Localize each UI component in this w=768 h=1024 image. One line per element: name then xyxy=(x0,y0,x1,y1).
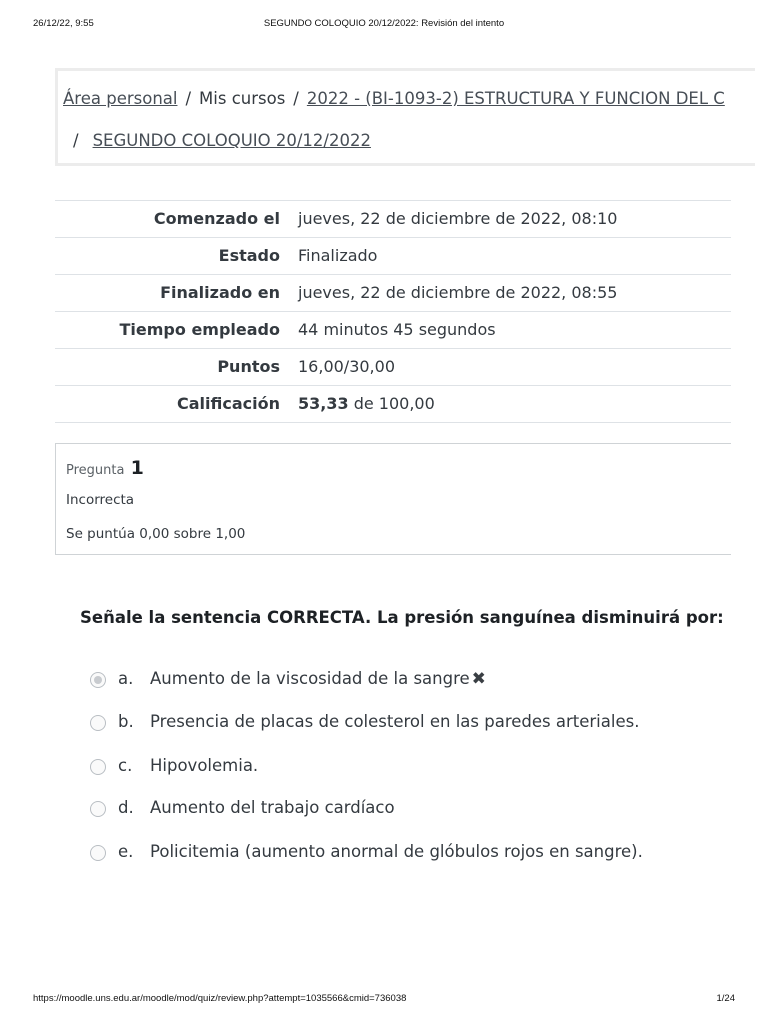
grade-suffix: de 100,00 xyxy=(353,394,435,413)
print-url: https://moodle.uns.edu.ar/moodle/mod/quiz/review.php?attempt=1035566&cmid=736038 xyxy=(33,993,407,1004)
summary-label: Estado xyxy=(55,238,292,275)
question-label: Pregunta xyxy=(66,463,125,478)
breadcrumb-link-course[interactable]: 2022 - (BI-1093-2) ESTRUCTURA Y FUNCION DEL C xyxy=(306,89,725,108)
summary-label: Finalizado en xyxy=(55,275,292,312)
answer-text: Aumento del trabajo cardíaco xyxy=(150,798,395,817)
breadcrumb-item-mis-cursos: Mis cursos xyxy=(199,89,286,108)
breadcrumb xyxy=(55,68,755,166)
print-footer xyxy=(33,993,735,1007)
answer-letter: c. xyxy=(118,756,133,775)
answer-text: Policitemia (aumento anormal de glóbulos rojos en sangre). xyxy=(150,842,643,861)
radio-icon[interactable] xyxy=(90,759,106,775)
question-number-value: 1 xyxy=(130,457,144,479)
print-page-number: 1/24 xyxy=(716,993,735,1004)
summary-row xyxy=(55,349,731,386)
breadcrumb-separator: / xyxy=(185,89,192,108)
summary-row xyxy=(55,312,731,349)
answer-text: Presencia de placas de colesterol en las paredes arteriales. xyxy=(150,712,640,731)
grade-label: Calificación xyxy=(55,386,292,423)
summary-value: jueves, 22 de diciembre de 2022, 08:55 xyxy=(292,275,731,312)
summary-value: jueves, 22 de diciembre de 2022, 08:10 xyxy=(292,201,731,238)
summary-row-grade xyxy=(55,386,731,423)
answer-letter: e. xyxy=(118,842,134,861)
answer-letter: d. xyxy=(118,798,134,817)
print-date: 26/12/22, 9:55 xyxy=(33,18,94,29)
question-info xyxy=(55,443,731,555)
incorrect-icon: ✖ xyxy=(471,669,486,689)
summary-value: Finalizado xyxy=(292,238,731,275)
summary-value: 44 minutos 45 segundos xyxy=(292,312,731,349)
radio-icon[interactable] xyxy=(90,845,106,861)
summary-row xyxy=(55,275,731,312)
attempt-summary-table xyxy=(55,200,731,423)
answer-letter: b. xyxy=(118,712,134,731)
answer-text: Aumento de la viscosidad de la sangre ✖ xyxy=(150,669,486,689)
summary-label: Comenzado el xyxy=(55,201,292,238)
radio-selected-icon[interactable] xyxy=(90,672,106,688)
question-text: Señale la sentencia CORRECTA. La presión sanguínea disminuirá por: xyxy=(80,608,724,627)
grade-value xyxy=(292,386,731,423)
grade-score: 53,33 xyxy=(298,394,349,413)
print-page-title: SEGUNDO COLOQUIO 20/12/2022: Revisión del intento xyxy=(263,18,505,29)
summary-row xyxy=(55,238,731,275)
summary-label: Puntos xyxy=(55,349,292,386)
breadcrumb-separator: / xyxy=(293,89,299,108)
breadcrumb-link-area-personal[interactable]: Área personal xyxy=(63,89,178,108)
radio-icon[interactable] xyxy=(90,715,106,731)
summary-value: 16,00/30,00 xyxy=(292,349,731,386)
breadcrumb-separator: / xyxy=(73,131,79,150)
answer-text: Hipovolemia. xyxy=(150,756,259,775)
question-number xyxy=(66,457,144,479)
print-header xyxy=(33,18,735,32)
summary-label: Tiempo empleado xyxy=(55,312,292,349)
question-grade: Se puntúa 0,00 sobre 1,00 xyxy=(66,526,246,542)
question-state: Incorrecta xyxy=(66,492,135,508)
breadcrumb-link-quiz[interactable]: SEGUNDO COLOQUIO 20/12/2022 xyxy=(92,131,371,150)
summary-row xyxy=(55,201,731,238)
answer-letter: a. xyxy=(118,669,134,688)
radio-icon[interactable] xyxy=(90,801,106,817)
